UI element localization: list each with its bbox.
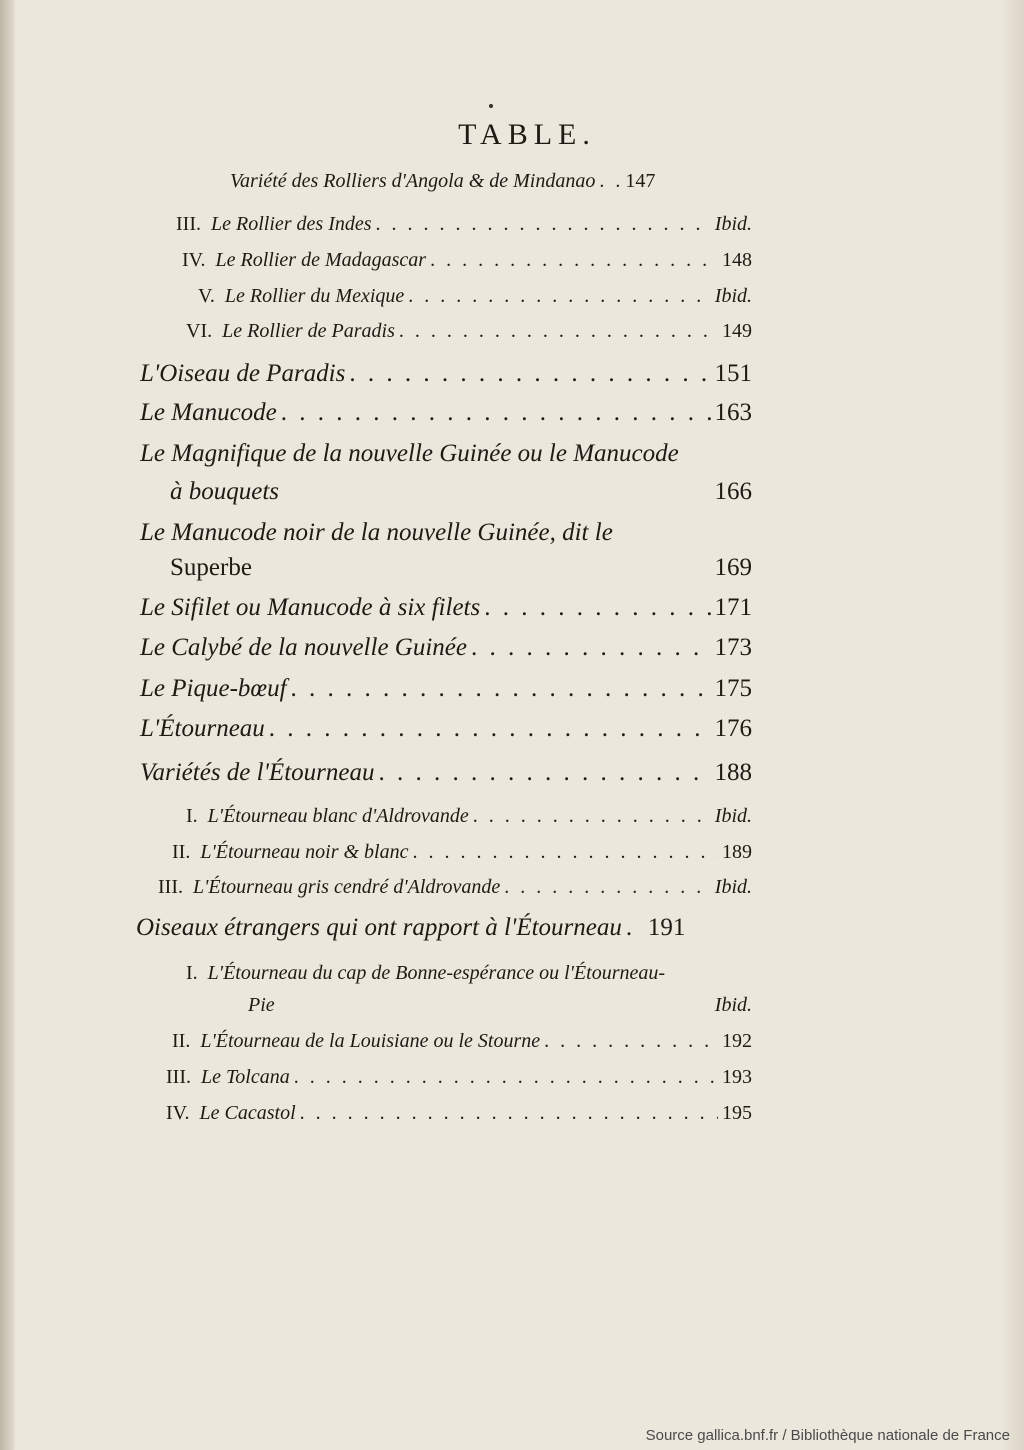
toc-entry-text: à bouquets [170,478,280,505]
toc-entry-number: II. [172,1030,191,1052]
toc-entry [166,1102,752,1125]
toc-entry-page: 171 [714,594,752,621]
toc-leader [504,876,711,899]
toc-leader [413,841,719,864]
toc-entry-page: 173 [714,634,752,661]
toc-entry-text: Le Rollier de Paradis [222,320,395,342]
toc-entry-page: 193 [722,1066,752,1088]
toc-entry [140,594,752,622]
toc-entry-number: IV. [166,1102,190,1124]
toc-leader [294,1066,718,1089]
toc-entry-number: IV. [182,249,206,271]
toc-entry [140,399,752,427]
toc-entry-text: Le Rollier des Indes [210,213,372,235]
toc-leader [599,170,621,193]
toc-entry-page: 191 [647,914,686,941]
toc-entry [140,675,752,703]
toc-entry [158,876,752,899]
toc-entry-text: Le Cacastol [199,1102,296,1124]
toc-leader [408,285,711,308]
toc-entry-number: VI. [186,320,213,342]
toc-leader [281,399,711,427]
toc-entry [198,285,752,308]
toc-entry-text: L'Étourneau [140,715,265,742]
toc-entry-text: Le Calybé de la nouvelle Guinée [140,634,467,661]
toc-leader [473,805,711,828]
toc-entry-text: L'Étourneau noir & blanc [200,841,409,863]
toc-entry-text: Oiseaux étrangers qui ont rapport à l'Étourneau [136,914,622,941]
toc-entry-page: 149 [722,320,752,342]
toc-entry-text: Pie [248,994,275,1016]
toc-leader [300,1102,718,1125]
toc-entry-page: 169 [714,554,752,581]
toc-entry-text: Le Manucode noir de la nouvelle Guinée, dit le [140,519,613,546]
toc-entry-number: III. [166,1066,191,1088]
toc-entry-page: 189 [722,841,752,863]
toc-leader [399,320,718,343]
toc-entry-text: Le Sifilet ou Manucode à six filets [140,594,481,621]
toc-entry-number: III. [158,876,183,898]
toc-entry-page: Ibid. [714,213,752,235]
toc-entry [140,715,752,743]
toc-leader [544,1030,718,1053]
toc-entry-text: Variétés de l'Étourneau [140,759,375,786]
toc-entry-continuation [170,554,752,582]
toc-entry [136,914,752,942]
toc-entry-page: 192 [722,1030,752,1052]
toc-leader [291,675,711,703]
toc-entry-page: 188 [714,759,752,786]
toc-entry-page: 163 [714,399,752,426]
toc-leader [430,249,718,272]
toc-leader [378,759,710,787]
toc-entry [186,805,752,828]
toc-entry-page: Ibid. [714,994,752,1016]
toc-leader [484,594,710,622]
toc-entry-page: 148 [722,249,752,271]
toc-entry-text: L'Étourneau blanc d'Aldrovande [207,805,469,827]
toc-leader [376,213,711,236]
toc-entry-text: Le Rollier du Mexique [224,285,405,307]
toc-entry [186,320,752,343]
toc-entry [172,841,752,864]
toc-entry-page: 175 [714,675,752,702]
toc-entry-page: Ibid. [714,805,752,827]
toc-entry [166,1066,752,1089]
toc-entry-text: Le Rollier de Madagascar [215,249,427,271]
toc-entry [140,759,752,787]
toc-entry-number: I. [186,805,198,827]
page-title: TABLE. [458,118,596,151]
toc-entry-text: L'Étourneau gris cendré d'Aldrovande [192,876,501,898]
toc-entry-text: Le Pique-bœuf [140,675,287,702]
toc-entry-page: 195 [722,1102,752,1124]
toc-entry-number: I. [186,962,198,984]
toc-leader [626,914,644,942]
toc-entry [140,634,752,662]
toc-leader [269,715,711,743]
source-credit: Source gallica.bnf.fr / Bibliothèque nationale de France [645,1427,1010,1444]
toc-entry-page: Ibid. [714,285,752,307]
toc-entry-number: V. [198,285,215,307]
toc-leader [349,360,710,388]
toc-entry [140,440,752,468]
toc-entry-continuation [248,994,752,1017]
toc-entry-text: Le Manucode [140,399,277,426]
toc-entry [140,519,752,547]
toc-entry-text: Le Tolcana [200,1066,290,1088]
toc-entry-number: II. [172,841,191,863]
toc-entry-text: L'Oiseau de Paradis [140,360,346,387]
toc-entry [230,170,752,193]
toc-entry [172,1030,752,1053]
toc-entry-page: 176 [714,715,752,742]
toc-entry [140,360,752,388]
toc-entry-page: Ibid. [714,876,752,898]
toc-entry-page: 151 [714,360,752,387]
toc-entry-text: L'Étourneau de la Louisiane ou le Stourne [200,1030,541,1052]
toc-entry-number: III. [176,213,201,235]
toc-entry [182,249,752,272]
toc-entry-page: 147 [625,170,656,192]
toc-entry-text: Superbe [170,554,252,581]
toc-entry-text: L'Étourneau du cap de Bonne-espérance ou l'Étourneau- [207,962,666,984]
toc-entry [176,213,752,236]
toc-entry-text: Variété des Rolliers d'Angola & de Mindanao [230,170,596,192]
toc-entry-page: 166 [714,478,752,505]
toc-entry-text: Le Magnifique de la nouvelle Guinée ou le Manucode [140,440,679,467]
toc-entry [186,962,752,985]
toc-leader [471,634,711,662]
toc-entry-continuation [170,478,752,506]
